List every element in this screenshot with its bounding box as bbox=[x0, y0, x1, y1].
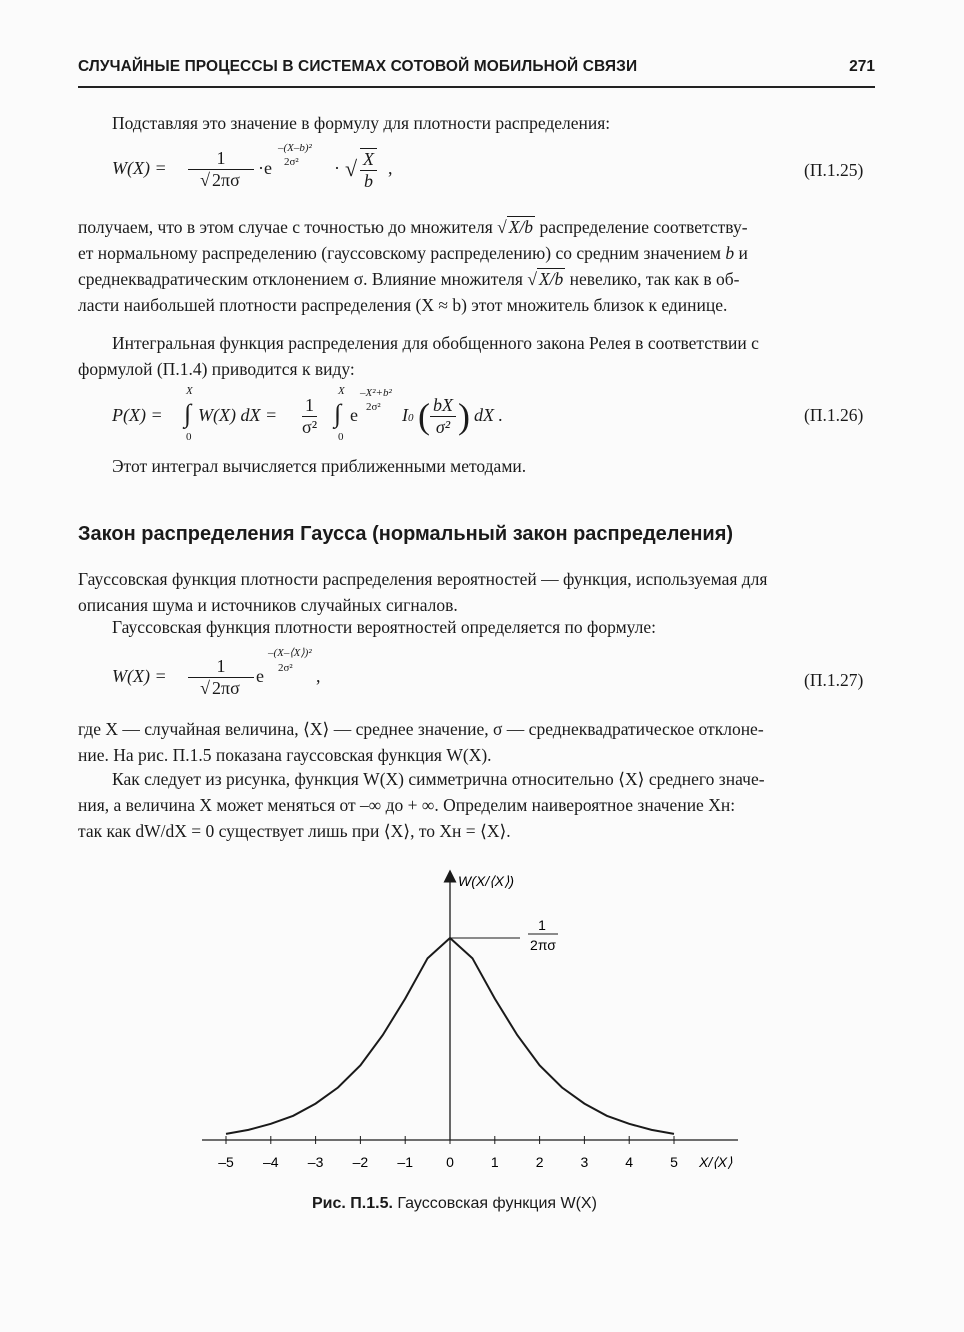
header-title: СЛУЧАЙНЫЕ ПРОЦЕССЫ В СИСТЕМАХ СОТОВОЙ МОБИЛЬНОЙ СВЯЗИ bbox=[78, 58, 638, 75]
paragraph-5: Гауссовская функция плотности вероятностей определяется по формуле: bbox=[112, 617, 657, 637]
figure-caption-text: Гауссовская функция W(X) bbox=[397, 1195, 597, 1212]
paragraph-4: Гауссовская функция плотности распределения вероятностей — функция, используемая для описания шума и источников случайных сигналов. bbox=[78, 569, 768, 615]
paragraph-7: Как следует из рисунка, функция W(X) симметрична относительно ⟨X⟩ среднего значе- ния, а величина X может меняться от –∞ до + ∞. Определим наивероятное значение Xн: так как dW/dX = 0 существует лишь при ⟨X⟩, то Xн = ⟨X⟩. bbox=[78, 769, 765, 841]
x-tick-label: –5 bbox=[218, 1154, 234, 1170]
x-tick-label: 3 bbox=[580, 1154, 589, 1170]
equation-1-27-label: (П.1.27) bbox=[804, 670, 864, 690]
x-tick-label: –4 bbox=[263, 1154, 279, 1170]
peak-label-numerator: 1 bbox=[538, 917, 546, 933]
x-tick-label: 1 bbox=[490, 1154, 499, 1170]
paragraph-6: где X — случайная величина, ⟨X⟩ — среднее значение, σ — среднеквадратическое отклоне- ние. На рис. П.1.5 показана гауссовская функция W(X). bbox=[78, 719, 764, 765]
figure-caption-number: Рис. П.1.5. bbox=[312, 1195, 393, 1212]
y-axis-label: W(X/⟨X⟩) bbox=[458, 873, 515, 889]
x-tick-label: –1 bbox=[397, 1154, 413, 1170]
x-axis-label: X/⟨X⟩ bbox=[699, 1154, 733, 1170]
equation-1-26: P(X) = X ∫ 0 W(X) dX = $\frac{1}{\text{σ²}}$ X ∫ 0 e –X²+b² 2σ² I0 ( $\frac{bX}{\text{σ²}}$ ) dX . bbox=[112, 385, 503, 443]
figure-caption bbox=[312, 1195, 597, 1213]
x-tick-label: 0 bbox=[446, 1154, 454, 1170]
gaussian-chart bbox=[190, 862, 750, 1180]
equation-1-27: W(X) = $\frac{1}{√ 2\pi\sigma}$ e –(X–⟨X⟩)² 2σ² , bbox=[112, 647, 321, 698]
x-tick-label: –2 bbox=[352, 1154, 369, 1170]
x-tick-label: 5 bbox=[670, 1154, 678, 1170]
equation-1-25-label: (П.1.25) bbox=[804, 160, 864, 180]
paragraph-1: получаем, что в этом случае с точностью до множителя √ X/b распределение соответству- ет нормальному распределению (гауссовскому распределению) со средним значением b и среднеквадратическим отклонением σ. Влияние множителя √ X/b невелико, так как в об- ласти наибольшей плотности распределения (X ≈ b) этот множитель близок к единице. bbox=[78, 217, 748, 315]
running-header bbox=[78, 56, 875, 88]
section-title: Закон распределения Гаусса (нормальный закон распределения) bbox=[78, 523, 734, 545]
peak-label-denominator: 2πσ bbox=[530, 937, 556, 953]
x-tick-label: –3 bbox=[307, 1154, 324, 1170]
paragraph-2: Интегральная функция распределения для обобщенного закона Релея в соответствии с формулой (П.1.4) приводится к виду: bbox=[78, 333, 759, 379]
paragraph-3: Этот интеграл вычисляется приближенными методами. bbox=[112, 456, 527, 476]
intro-text: Подставляя это значение в формулу для плотности распределения: bbox=[112, 113, 611, 133]
page-number: 271 bbox=[849, 58, 875, 75]
equation-1-26-label: (П.1.26) bbox=[804, 405, 864, 425]
x-tick-label: 4 bbox=[625, 1154, 634, 1170]
x-tick-label: 2 bbox=[535, 1154, 544, 1170]
equation-1-25: W(X) = $\frac{1}{√ 2\pi\sigma}$ ·e –(X–b)² 2σ² · √ $\frac{X}{b}$ , bbox=[112, 142, 393, 191]
